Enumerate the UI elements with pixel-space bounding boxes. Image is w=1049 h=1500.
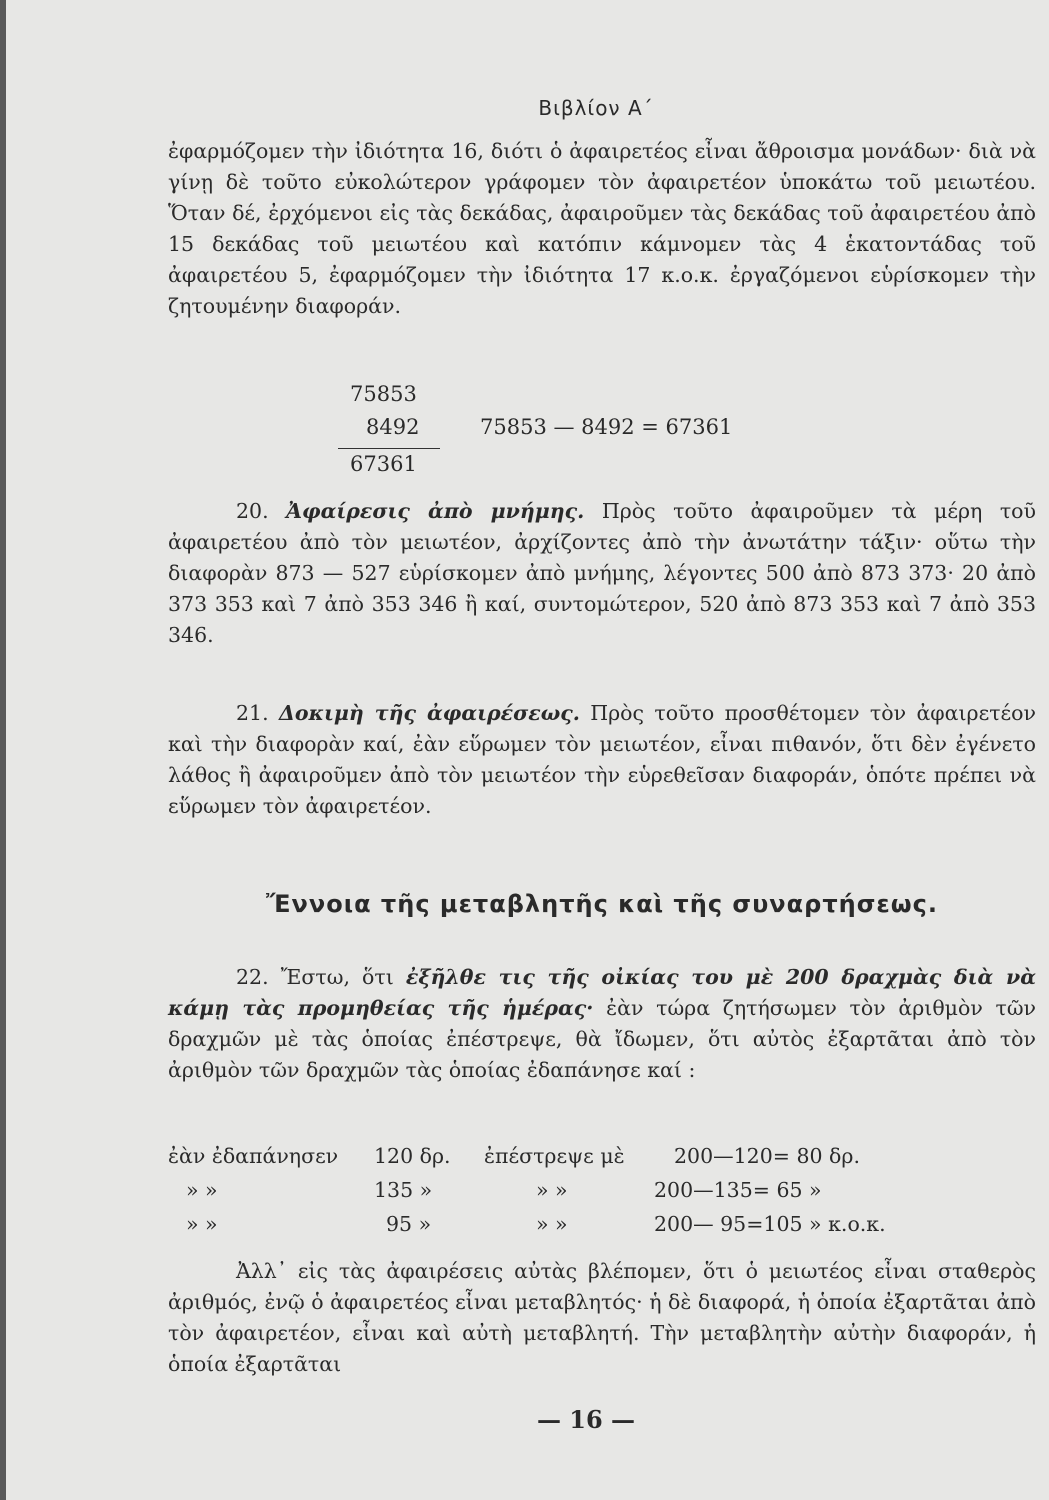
subtrahend: 8492: [366, 415, 420, 439]
table-cell: 200— 95=105 » κ.ο.κ.: [654, 1212, 886, 1236]
section-number: 21.: [236, 701, 269, 725]
paragraph-22: [168, 962, 1036, 1086]
paragraph-21: [168, 698, 1036, 822]
table-cell: ἐὰν ἐδαπάνησεν: [168, 1144, 339, 1168]
section-number: 22.: [236, 965, 269, 989]
minuend: 75853: [350, 382, 417, 406]
table-cell: » »: [536, 1212, 568, 1236]
paragraph-intro: ἐφαρμόζομεν τὴν ἰδιότητα 16, διότι ὁ ἀφαιρετέος εἶναι ἄθροισμα μονάδων· διὰ νὰ γίνῃ δὲ τοῦτο εὐκολώτερον γράφομεν τὸν ἀφαιρετέον ὑποκάτω τοῦ μειωτέου. Ὅταν δέ, ἐρχόμενοι εἰς τὰς δεκάδας, ἀφαιροῦμεν τὰς δεκάδας τοῦ ἀφαιρετέου ἀπὸ 15 δεκάδας τοῦ μειωτέου καὶ κατόπιν κάμνομεν τὰς 4 ἑκατοντάδας τοῦ ἀφαιρετέου 5, ἐφαρμόζομεν τὴν ἰδιότητα 17 κ.ο.κ. ἐργαζόμενοι εὑρίσκομεν τὴν ζητουμένην διαφοράν.: [168, 139, 1036, 318]
running-header: Βιβλίον Α΄: [538, 96, 654, 120]
table-cell: » »: [186, 1178, 218, 1202]
sum-line: [338, 448, 440, 449]
section-title: Ἀφαίρεσις ἀπὸ μνήμης.: [286, 499, 585, 523]
table-cell: 200—135= 65 »: [654, 1178, 822, 1202]
table-cell: 200—120= 80 δρ.: [674, 1144, 860, 1168]
table-cell: 120 δρ.: [374, 1144, 451, 1168]
section-text: Πρὸς τοῦτο ἀφαιροῦμεν τὰ μέρη τοῦ ἀφαιρετέου ἀπὸ τὸν μειωτέον, ἀρχίζοντες ἀπὸ τὴν ἀνωτάτην τάξιν· οὕτω τὴν διαφορὰν 873 — 527 εὑρίσκομεν ἀπὸ μνήμης, λέγοντες 500 ἀπὸ 873 373· 20 ἀπὸ 373 353 καὶ 7 ἀπὸ 353 346 ἢ καί, συντομώτερον, 520 ἀπὸ 873 353 καὶ 7 ἀπὸ 353 346.: [168, 499, 1036, 647]
section-text: Πρὸς τοῦτο προσθέτομεν τὸν ἀφαιρετέον καὶ τὴν διαφορὰν καί, ἐὰν εὕρωμεν τὸν μειωτέον, εἶναι πιθανόν, ὅτι δὲν ἐγένετο λάθος ἢ ἀφαιροῦμεν ἀπὸ τὸν μειωτέον τὴν εὑρεθεῖσαν διαφοράν, ὁπότε πρέπει νὰ εὕρωμεν τὸν ἀφαιρετέον.: [168, 701, 1036, 818]
section-text: ἐὰν τώρα ζητήσωμεν τὸν ἀριθμὸν τῶν δραχμῶν μὲ τὰς ὁποίας ἐπέστρεψε, θὰ ἴδωμεν, ὅτι αὐτὸς ἐξαρτᾶται ἀπὸ τὸν ἀριθμὸν τῶν δραχμῶν τὰς ὁποίας ἐδαπάνησε καί :: [168, 996, 1036, 1082]
subtraction-equation: 75853 — 8492 = 67361: [480, 415, 733, 439]
section-emphasis: ἐξῆλθε τις τῆς οἰκίας του μὲ 200 δραχμὰς διὰ νὰ κάμῃ τὰς προμηθείας τῆς ἡμέρας·: [168, 965, 1036, 1020]
chapter-heading: Ἔννοια τῆς μεταβλητῆς καὶ τῆς συναρτήσεως.: [266, 890, 938, 918]
difference: 67361: [350, 452, 417, 476]
paragraph-20: [168, 496, 1036, 651]
table-cell: ἐπέστρεψε μὲ: [484, 1144, 625, 1168]
paragraph-final: Ἀλλ᾽ εἰς τὰς ἀφαιρέσεις αὐτὰς βλέπομεν, ὅτι ὁ μειωτέος εἶναι σταθερὸς ἀριθμός, ἐνῷ ὁ ἀφαιρετέος εἶναι μεταβλητός· ἡ δὲ διαφορά, ἡ ὁποία ἐξαρτᾶται ἀπὸ τὸν ἀφαιρετέον, εἶναι καὶ αὐτὴ μεταβλητή. Τὴν μεταβλητὴν αὐτὴν διαφοράν, ἡ ὁποία ἐξαρτᾶται: [168, 1259, 1036, 1376]
section-number: 20.: [236, 499, 269, 523]
table-cell: » »: [536, 1178, 568, 1202]
page-number: — 16 —: [536, 1405, 636, 1434]
table-cell: » »: [186, 1212, 218, 1236]
section-lead: Ἔστω, ὅτι: [280, 965, 394, 989]
table-cell: 95 »: [386, 1212, 432, 1236]
section-title: Δοκιμὴ τῆς ἀφαιρέσεως.: [279, 701, 580, 725]
table-cell: 135 »: [374, 1178, 433, 1202]
